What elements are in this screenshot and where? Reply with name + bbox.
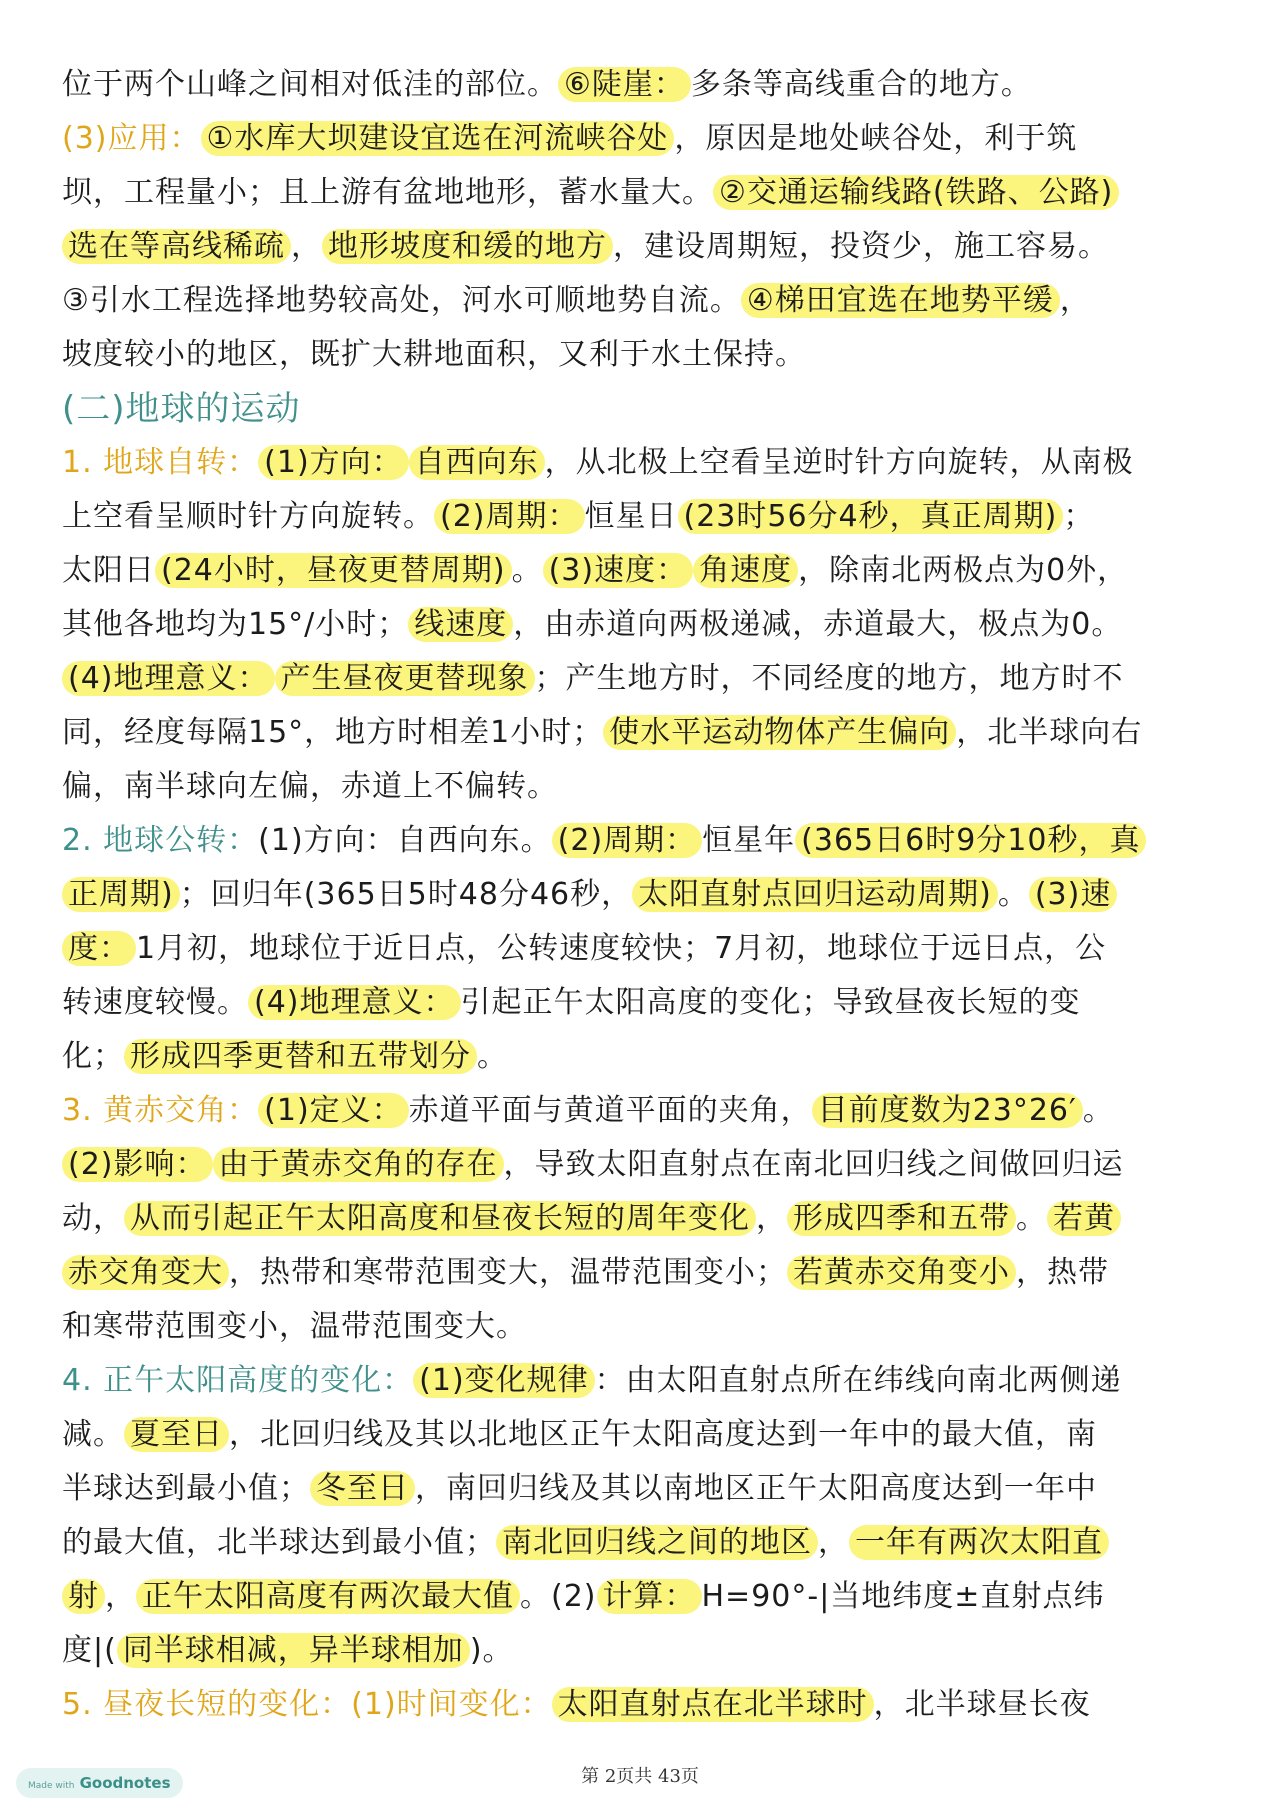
text-segment: 。(2) [520,1579,597,1614]
highlighted-text: 赤交角变大 [62,1255,229,1290]
text-segment: ，北回归线及其以北地区正午太阳高度达到一年中的最大值，南 [229,1417,1097,1452]
section-heading: (3)应用： [62,121,201,156]
highlighted-text: (24小时，昼夜更替周期) [155,553,512,588]
text-line [62,1678,1232,1732]
highlighted-text: 若黄赤交角变小 [787,1255,1016,1290]
text-segment: 的最大值，北半球达到最小值； [62,1525,496,1560]
text-line [62,652,1232,706]
text-segment: ，北半球昼长夜 [873,1687,1091,1722]
text-segment: (1)方向：自西向东。 [258,823,552,858]
text-segment: ，热带 [1016,1255,1109,1290]
text-line [62,868,1232,922]
highlighted-text: ⑥陡崖： [558,67,691,102]
text-segment: 多条等高线重合的地方。 [690,67,1032,102]
text-segment: ， [291,229,322,264]
highlighted-text: (4)地理意义： [62,661,275,696]
text-segment: ， [1059,283,1091,318]
text-segment: 坝，工程量小；且上游有盆地地形，蓄水量大。 [62,175,713,210]
text-segment: ， [818,1525,849,1560]
text-segment: 恒星年 [702,823,796,858]
highlighted-text: ④梯田宜选在地势平缓 [741,283,1060,318]
highlighted-text: 使水平运动物体产生偏向 [603,715,956,750]
text-line [62,1192,1232,1246]
section-heading: (二)地球的运动 [62,389,301,429]
text-segment: 太阳日 [62,553,155,588]
highlighted-text: 南北回归线之间的地区 [496,1525,818,1560]
text-segment: ；回归年(365日5时48分46秒， [179,877,633,912]
highlighted-text: 正周期) [62,877,180,912]
text-segment: 赤道平面与黄道平面的夹角， [408,1093,812,1128]
text-line [62,1516,1232,1570]
text-segment: H=90°-|当地纬度±直射点纬 [701,1579,1105,1614]
highlighted-text: (365日6时9分10秒，真 [795,823,1146,858]
highlighted-text: 形成四季更替和五带划分 [124,1039,477,1074]
text-line [62,976,1232,1030]
highlighted-text: 同半球相减，异半球相加 [117,1633,470,1668]
text-segment: 同，经度每隔15°，地方时相差1小时； [62,715,604,750]
highlighted-text: 形成四季和五带 [787,1201,1016,1236]
highlighted-text: 计算： [597,1579,702,1614]
highlighted-text: ②交通运输线路(铁路、公路) [713,175,1119,210]
text-line [62,1138,1232,1192]
highlighted-text: 一年有两次太阳直 [849,1525,1109,1560]
text-segment: 坡度较小的地区，既扩大耕地面积，又利于水土保持。 [62,337,806,372]
highlighted-text: 正午太阳高度有两次最大值 [136,1579,520,1614]
highlighted-text: (3)速度： [543,553,694,588]
text-segment: ，由赤道向两极递减，赤道最大，极点为0。 [513,607,1123,642]
text-line [62,1354,1232,1408]
section-heading: 2. 地球公转： [62,823,259,858]
text-line [62,706,1232,760]
highlighted-text: 太阳直射点在北半球时 [552,1687,874,1722]
text-line [62,166,1232,220]
text-segment: 转速度较慢。 [62,985,248,1020]
highlighted-text: (2)周期： [552,823,703,858]
highlighted-text: (1)变化规律 [413,1363,595,1398]
text-segment: 恒星日 [584,499,678,534]
text-segment: ；产生地方时，不同经度的地方，地方时不 [534,661,1124,696]
highlighted-text: (4)地理意义： [248,985,461,1020]
text-segment: 。 [1016,1201,1047,1236]
page-number: 第 2页共 43页 [581,1766,699,1787]
section-heading: 1. 地球自转： [62,445,259,480]
highlighted-text: 冬至日 [310,1471,415,1506]
highlighted-text: 产生昼夜更替现象 [275,661,535,696]
text-segment: 减。 [62,1417,124,1452]
text-segment: 度|( [62,1633,117,1668]
goodnotes-brand: Goodnotes [79,1774,171,1792]
text-line [62,1462,1232,1516]
highlighted-text: (2)影响： [62,1147,213,1182]
text-segment: ：由太阳直射点所在纬线向南北两侧递 [594,1363,1122,1398]
text-line [62,544,1232,598]
text-segment: ③引水工程选择地势较高处，河水可顺地势自流。 [62,283,741,318]
text-line [62,58,1232,112]
text-line [62,274,1232,328]
text-line [62,1084,1232,1138]
text-line [62,598,1232,652]
highlighted-text: 若黄 [1047,1201,1121,1236]
made-with-text: Made with [28,1781,75,1791]
text-segment: 和寒带范围变小，温带范围变大。 [62,1309,527,1344]
text-segment: 动， [62,1201,124,1236]
text-line [62,1408,1232,1462]
highlighted-text: 由于黄赤交角的存在 [213,1147,504,1182]
highlighted-text: ①水库大坝建设宜选在河流峡谷处 [201,121,675,156]
text-segment: 化； [62,1039,124,1074]
section-heading: 4. 正午太阳高度的变化： [62,1363,414,1398]
text-line [62,382,1232,436]
text-segment: ，建设周期短，投资少，施工容易。 [613,229,1109,264]
highlighted-text: 线速度 [408,607,513,642]
text-line [62,1570,1232,1624]
text-segment: 。 [511,553,543,588]
goodnotes-badge[interactable] [16,1768,183,1798]
text-segment: 。 [997,877,1029,912]
text-segment: 偏，南半球向左偏，赤道上不偏转。 [62,769,558,804]
text-line [62,436,1232,490]
highlighted-text: 太阳直射点回归运动周期) [632,877,998,912]
text-segment: ，北半球向右 [956,715,1143,750]
text-line [62,1300,1232,1354]
text-line [62,490,1232,544]
highlighted-text: 目前度数为23°26′ [812,1093,1083,1128]
highlighted-text: (1)方向： [258,445,409,480]
text-line [62,922,1232,976]
highlighted-text: 地形坡度和缓的地方 [322,229,613,264]
highlighted-text: 角速度 [693,553,798,588]
text-line [62,220,1232,274]
text-segment: ，南回归线及其以南地区正午太阳高度达到一年中 [415,1471,1097,1506]
text-segment: 位于两个山峰之间相对低洼的部位。 [62,67,558,102]
text-line [62,814,1232,868]
highlighted-text: (1)定义： [258,1093,409,1128]
note-content [62,58,1232,1732]
text-line [62,760,1232,814]
highlighted-text: (23时56分4秒，真正周期) [678,499,1064,534]
highlighted-text: 射 [62,1579,105,1614]
highlighted-text: 自西向东 [409,445,545,480]
highlighted-text: (2)周期： [434,499,585,534]
highlighted-text: (3)速 [1029,877,1118,912]
text-segment: 引起正午太阳高度的变化；导致昼夜长短的变 [460,985,1081,1020]
text-segment: ，除南北两极点为0外， [798,553,1129,588]
text-line [62,112,1232,166]
section-heading: 3. 黄赤交角： [62,1093,259,1128]
text-segment: 1月初，地球位于近日点，公转速度较快；7月初，地球位于远日点，公 [136,931,1107,966]
text-segment: 。 [1082,1093,1114,1128]
text-line [62,1246,1232,1300]
text-line [62,328,1232,382]
text-segment: 半球达到最小值； [62,1471,310,1506]
text-segment: 其他各地均为15°/小时； [62,607,409,642]
text-segment: 上空看呈顺时针方向旋转。 [62,499,434,534]
text-segment: ； [1063,499,1095,534]
text-segment: ，导致太阳直射点在南北回归线之间做回归运 [503,1147,1124,1182]
section-heading: 5. 昼夜长短的变化：(1)时间变化： [62,1687,552,1722]
text-segment: 。 [477,1039,508,1074]
highlighted-text: 选在等高线稀疏 [62,229,291,264]
text-line [62,1030,1232,1084]
text-segment: ， [105,1579,136,1614]
text-segment: ， [756,1201,787,1236]
text-segment: )。 [469,1633,514,1668]
highlighted-text: 度： [62,931,136,966]
highlighted-text: 从而引起正午太阳高度和昼夜长短的周年变化 [124,1201,756,1236]
highlighted-text: 夏至日 [124,1417,229,1452]
text-segment: ，从北极上空看呈逆时针方向旋转，从南极 [544,445,1134,480]
text-line [62,1624,1232,1678]
text-segment: ，热带和寒带范围变大，温带范围变小； [229,1255,787,1290]
text-segment: ，原因是地处峡谷处，利于筑 [674,121,1078,156]
